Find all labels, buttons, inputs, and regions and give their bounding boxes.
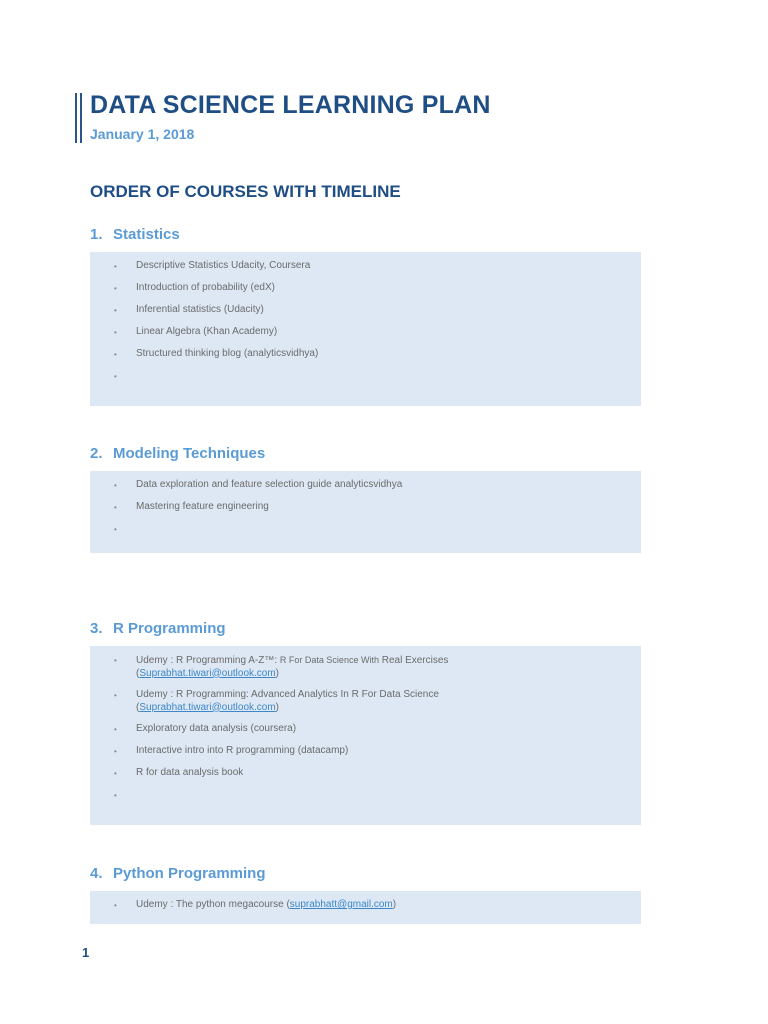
bullet-icon: • bbox=[114, 372, 117, 381]
section-heading-python-programming bbox=[90, 865, 266, 882]
course-list-r-programming bbox=[90, 646, 641, 825]
email-link[interactable]: suprabhatt@gmail.com bbox=[289, 899, 393, 910]
bullet-icon: • bbox=[114, 350, 117, 359]
bullet-icon: • bbox=[114, 691, 117, 700]
bullet-icon: • bbox=[114, 503, 117, 512]
list-item: • Interactive intro into R programming (datacamp) bbox=[90, 745, 641, 758]
page-number: 1 bbox=[82, 945, 90, 960]
document-title: DATA SCIENCE LEARNING PLAN bbox=[90, 91, 491, 119]
list-item-empty bbox=[90, 370, 641, 383]
list-item: • Exploratory data analysis (coursera) bbox=[90, 723, 641, 736]
bullet-icon: • bbox=[114, 262, 117, 271]
bullet-icon: • bbox=[114, 481, 117, 490]
section-number: 1. bbox=[90, 226, 103, 243]
bullet-icon: • bbox=[114, 284, 117, 293]
bullet-icon: • bbox=[114, 656, 117, 665]
section-number: 3. bbox=[90, 620, 103, 637]
list-item: • R for data analysis book bbox=[90, 767, 641, 780]
list-item: • Linear Algebra (Khan Academy) bbox=[90, 326, 641, 339]
course-list-modeling-techniques bbox=[90, 471, 641, 553]
list-item: • Udemy : R Programming A-Z™: R For Data Science With Real Exercises (Suprabhat.tiwari@outlook.com) bbox=[114, 655, 449, 679]
bullet-icon: • bbox=[114, 306, 117, 315]
bullet-icon: • bbox=[114, 747, 117, 756]
list-item: • Descriptive Statistics Udacity, Coursera bbox=[90, 260, 641, 273]
section-heading-modeling-techniques bbox=[90, 445, 265, 462]
bullet-icon: • bbox=[114, 525, 117, 534]
list-item-empty bbox=[90, 789, 641, 802]
section-title: Python Programming bbox=[113, 865, 266, 882]
section-heading-statistics bbox=[90, 226, 180, 243]
section-title: Statistics bbox=[113, 226, 180, 243]
list-item: • Data exploration and feature selection guide analyticsvidhya bbox=[90, 479, 641, 492]
bullet-icon: • bbox=[114, 901, 117, 910]
list-item: • Udemy : R Programming: Advanced Analytics In R For Data Science (Suprabhat.tiwari@outlook.com) bbox=[114, 689, 439, 713]
list-item: • Introduction of probability (edX) bbox=[90, 282, 641, 295]
list-item: • Udemy : The python megacourse (suprabhatt@gmail.com) bbox=[90, 899, 641, 912]
list-item: • Structured thinking blog (analyticsvidhya) bbox=[90, 348, 641, 361]
section-number: 2. bbox=[90, 445, 103, 462]
section-title: R Programming bbox=[113, 620, 226, 637]
document-date: January 1, 2018 bbox=[90, 126, 195, 142]
section-number: 4. bbox=[90, 865, 103, 882]
email-link[interactable]: Suprabhat.tiwari@outlook.com bbox=[139, 701, 276, 713]
section-title: Modeling Techniques bbox=[113, 445, 266, 462]
list-item: • Mastering feature engineering bbox=[90, 501, 641, 514]
title-accent-bars bbox=[75, 93, 83, 143]
course-list-python-programming bbox=[90, 891, 641, 924]
email-link[interactable]: Suprabhat.tiwari@outlook.com bbox=[139, 667, 276, 679]
bullet-icon: • bbox=[114, 328, 117, 337]
list-item-empty bbox=[90, 523, 641, 536]
section-heading-r-programming bbox=[90, 620, 226, 637]
bullet-icon: • bbox=[114, 725, 117, 734]
course-list-statistics bbox=[90, 252, 641, 406]
main-heading: ORDER OF COURSES WITH TIMELINE bbox=[90, 182, 401, 201]
bullet-icon: • bbox=[114, 791, 117, 800]
bullet-icon: • bbox=[114, 769, 117, 778]
list-item: • Inferential statistics (Udacity) bbox=[90, 304, 641, 317]
